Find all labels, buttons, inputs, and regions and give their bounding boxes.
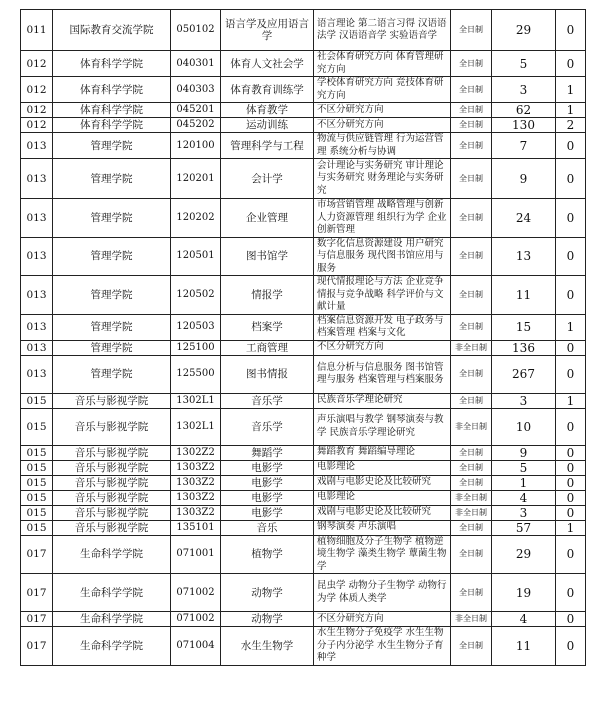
major-name: 电影学 <box>221 460 314 475</box>
research-direction: 不区分研究方向 <box>314 118 451 133</box>
major-name: 会计学 <box>221 159 314 199</box>
major-name: 情报学 <box>221 276 314 315</box>
major-name: 体育教学 <box>221 103 314 118</box>
major-name: 舞蹈学 <box>221 445 314 460</box>
study-mode: 全日制 <box>451 355 492 393</box>
enrollment-count: 5 <box>492 51 556 77</box>
college-code: 015 <box>21 520 53 535</box>
major-name: 水生生物学 <box>221 627 314 666</box>
table-row <box>21 393 586 408</box>
study-mode: 全日制 <box>451 276 492 315</box>
enrollment-count: 136 <box>492 340 556 355</box>
college-name: 音乐与影视学院 <box>53 505 171 520</box>
research-direction: 水生生物分子免疫学 水生生物分子内分泌学 水生生物分子育种学 <box>314 627 451 666</box>
major-code: 1302Z2 <box>171 445 221 460</box>
table-row <box>21 159 586 199</box>
enrollment-count: 267 <box>492 355 556 393</box>
enrollment-count: 10 <box>492 408 556 445</box>
major-code: 1303Z2 <box>171 460 221 475</box>
table-row <box>21 237 586 276</box>
major-code: 125500 <box>171 355 221 393</box>
college-name: 生命科学学院 <box>53 574 171 612</box>
college-code: 017 <box>21 627 53 666</box>
major-name: 电影学 <box>221 490 314 505</box>
exempt-count: 1 <box>556 77 586 103</box>
college-code: 013 <box>21 355 53 393</box>
college-name: 生命科学学院 <box>53 612 171 627</box>
research-direction: 不区分研究方向 <box>314 103 451 118</box>
study-mode: 非全日制 <box>451 340 492 355</box>
exempt-count: 0 <box>556 199 586 238</box>
college-name: 管理学院 <box>53 159 171 199</box>
exempt-count: 0 <box>556 475 586 490</box>
major-code: 071001 <box>171 535 221 574</box>
study-mode: 全日制 <box>451 574 492 612</box>
research-direction: 民族音乐学理论研究 <box>314 393 451 408</box>
major-name: 音乐学 <box>221 408 314 445</box>
college-name: 管理学院 <box>53 355 171 393</box>
study-mode: 全日制 <box>451 460 492 475</box>
major-code: 120503 <box>171 314 221 340</box>
exempt-count: 0 <box>556 355 586 393</box>
research-direction: 学校体育研究方向 竞技体育研究方向 <box>314 77 451 103</box>
major-code: 1303Z2 <box>171 475 221 490</box>
major-code: 135101 <box>171 520 221 535</box>
table-row <box>21 535 586 574</box>
college-name: 管理学院 <box>53 314 171 340</box>
major-code: 071004 <box>171 627 221 666</box>
table-row <box>21 505 586 520</box>
enrollment-count: 1 <box>492 475 556 490</box>
research-direction: 数字化信息资源建设 用户研究与信息服务 现代图书馆应用与服务 <box>314 237 451 276</box>
major-code: 071002 <box>171 612 221 627</box>
research-direction: 社会体育研究方向 体育管理研究方向 <box>314 51 451 77</box>
college-name: 体育科学学院 <box>53 103 171 118</box>
research-direction: 电影理论 <box>314 460 451 475</box>
college-code: 012 <box>21 118 53 133</box>
college-name: 体育科学学院 <box>53 118 171 133</box>
exempt-count: 1 <box>556 314 586 340</box>
college-name: 音乐与影视学院 <box>53 490 171 505</box>
table-row <box>21 10 586 51</box>
exempt-count: 0 <box>556 51 586 77</box>
college-code: 015 <box>21 490 53 505</box>
major-name: 体育教育训练学 <box>221 77 314 103</box>
exempt-count: 0 <box>556 627 586 666</box>
exempt-count: 1 <box>556 520 586 535</box>
research-direction: 不区分研究方向 <box>314 612 451 627</box>
enrollment-count: 19 <box>492 574 556 612</box>
college-name: 体育科学学院 <box>53 77 171 103</box>
exempt-count: 1 <box>556 103 586 118</box>
table-row <box>21 314 586 340</box>
major-name: 动物学 <box>221 574 314 612</box>
table-row <box>21 77 586 103</box>
college-code: 017 <box>21 612 53 627</box>
exempt-count: 2 <box>556 118 586 133</box>
exempt-count: 0 <box>556 460 586 475</box>
exempt-count: 0 <box>556 408 586 445</box>
table-row <box>21 460 586 475</box>
enrollment-count: 9 <box>492 445 556 460</box>
major-code: 050102 <box>171 10 221 51</box>
major-code: 071002 <box>171 574 221 612</box>
enrollment-count: 11 <box>492 276 556 315</box>
enrollment-count: 130 <box>492 118 556 133</box>
study-mode: 全日制 <box>451 51 492 77</box>
major-code: 120201 <box>171 159 221 199</box>
study-mode: 全日制 <box>451 103 492 118</box>
research-direction: 信息分析与信息服务 图书馆管理与服务 档案管理与档案服务 <box>314 355 451 393</box>
study-mode: 全日制 <box>451 393 492 408</box>
study-mode: 非全日制 <box>451 408 492 445</box>
college-code: 015 <box>21 393 53 408</box>
major-name: 电影学 <box>221 505 314 520</box>
college-code: 013 <box>21 276 53 315</box>
college-name: 音乐与影视学院 <box>53 408 171 445</box>
college-name: 音乐与影视学院 <box>53 475 171 490</box>
exempt-count: 0 <box>556 276 586 315</box>
table-row <box>21 355 586 393</box>
enrollment-count: 57 <box>492 520 556 535</box>
study-mode: 全日制 <box>451 118 492 133</box>
table-row <box>21 574 586 612</box>
exempt-count: 0 <box>556 340 586 355</box>
study-mode: 全日制 <box>451 133 492 159</box>
study-mode: 非全日制 <box>451 505 492 520</box>
major-name: 运动训练 <box>221 118 314 133</box>
college-name: 音乐与影视学院 <box>53 445 171 460</box>
enrollment-count: 29 <box>492 535 556 574</box>
table-body <box>21 10 586 666</box>
major-name: 档案学 <box>221 314 314 340</box>
major-name: 图书馆学 <box>221 237 314 276</box>
major-name: 音乐 <box>221 520 314 535</box>
table-row <box>21 340 586 355</box>
major-name: 电影学 <box>221 475 314 490</box>
study-mode: 全日制 <box>451 535 492 574</box>
study-mode: 全日制 <box>451 237 492 276</box>
table-row <box>21 103 586 118</box>
study-mode: 全日制 <box>451 520 492 535</box>
major-code: 045202 <box>171 118 221 133</box>
exempt-count: 0 <box>556 159 586 199</box>
enrollment-count: 13 <box>492 237 556 276</box>
enrollment-count: 3 <box>492 505 556 520</box>
college-code: 012 <box>21 77 53 103</box>
exempt-count: 0 <box>556 133 586 159</box>
major-code: 1302L1 <box>171 408 221 445</box>
research-direction: 昆虫学 动物分子生物学 动物行为学 体质人类学 <box>314 574 451 612</box>
research-direction: 戏剧与电影史论及比较研究 <box>314 475 451 490</box>
study-mode: 全日制 <box>451 199 492 238</box>
research-direction: 钢琴演奏 声乐演唱 <box>314 520 451 535</box>
college-code: 012 <box>21 103 53 118</box>
major-code: 120501 <box>171 237 221 276</box>
table-row <box>21 51 586 77</box>
exempt-count: 0 <box>556 535 586 574</box>
research-direction: 现代情报理论与方法 企业竞争情报与竞争战略 科学评价与文献计量 <box>314 276 451 315</box>
major-name: 工商管理 <box>221 340 314 355</box>
major-name: 管理科学与工程 <box>221 133 314 159</box>
study-mode: 非全日制 <box>451 490 492 505</box>
enrollment-count: 3 <box>492 77 556 103</box>
college-code: 013 <box>21 237 53 276</box>
research-direction: 植物细胞及分子生物学 植物逆境生物学 藻类生物学 蕈菌生物学 <box>314 535 451 574</box>
enrollment-count: 29 <box>492 10 556 51</box>
college-code: 015 <box>21 460 53 475</box>
research-direction: 市场营销管理 战略管理与创新 人力资源管理 组织行为学 企业创新管理 <box>314 199 451 238</box>
table-row <box>21 627 586 666</box>
exempt-count: 0 <box>556 574 586 612</box>
enrollment-count: 4 <box>492 490 556 505</box>
research-direction: 档案信息资源开发 电子政务与档案管理 档案与文化 <box>314 314 451 340</box>
study-mode: 全日制 <box>451 77 492 103</box>
college-code: 012 <box>21 51 53 77</box>
study-mode: 全日制 <box>451 314 492 340</box>
research-direction: 不区分研究方向 <box>314 340 451 355</box>
exempt-count: 0 <box>556 505 586 520</box>
table-row <box>21 118 586 133</box>
college-code: 013 <box>21 314 53 340</box>
table-row <box>21 612 586 627</box>
college-code: 015 <box>21 475 53 490</box>
exempt-count: 0 <box>556 237 586 276</box>
study-mode: 全日制 <box>451 159 492 199</box>
college-name: 音乐与影视学院 <box>53 393 171 408</box>
major-code: 120502 <box>171 276 221 315</box>
table-row <box>21 133 586 159</box>
major-code: 045201 <box>171 103 221 118</box>
major-code: 1303Z2 <box>171 490 221 505</box>
college-name: 管理学院 <box>53 340 171 355</box>
research-direction: 舞蹈教育 舞蹈编导理论 <box>314 445 451 460</box>
college-code: 013 <box>21 199 53 238</box>
major-name: 语言学及应用语言学 <box>221 10 314 51</box>
college-name: 生命科学学院 <box>53 535 171 574</box>
major-name: 音乐学 <box>221 393 314 408</box>
research-direction: 会计理论与实务研究 审计理论与实务研究 财务理论与实务研究 <box>314 159 451 199</box>
table-row <box>21 520 586 535</box>
college-name: 生命科学学院 <box>53 627 171 666</box>
research-direction: 物流与供应链管理 行为运营管理 系统分析与协调 <box>314 133 451 159</box>
major-code: 120100 <box>171 133 221 159</box>
research-direction: 电影理论 <box>314 490 451 505</box>
college-code: 013 <box>21 340 53 355</box>
major-name: 体育人文社会学 <box>221 51 314 77</box>
study-mode: 非全日制 <box>451 612 492 627</box>
enrollment-count: 11 <box>492 627 556 666</box>
enrollment-count: 15 <box>492 314 556 340</box>
table-row <box>21 199 586 238</box>
college-code: 015 <box>21 445 53 460</box>
major-name: 企业管理 <box>221 199 314 238</box>
major-code: 1302L1 <box>171 393 221 408</box>
college-name: 国际教育交流学院 <box>53 10 171 51</box>
study-mode: 全日制 <box>451 445 492 460</box>
college-code: 015 <box>21 505 53 520</box>
study-mode: 全日制 <box>451 10 492 51</box>
enrollment-count: 7 <box>492 133 556 159</box>
exempt-count: 0 <box>556 10 586 51</box>
college-code: 011 <box>21 10 53 51</box>
table-row <box>21 408 586 445</box>
table-row <box>21 475 586 490</box>
enrollment-count: 4 <box>492 612 556 627</box>
college-code: 017 <box>21 574 53 612</box>
major-name: 动物学 <box>221 612 314 627</box>
enrollment-count: 5 <box>492 460 556 475</box>
college-name: 体育科学学院 <box>53 51 171 77</box>
college-code: 017 <box>21 535 53 574</box>
exempt-count: 1 <box>556 393 586 408</box>
college-code: 015 <box>21 408 53 445</box>
college-name: 音乐与影视学院 <box>53 520 171 535</box>
enrollment-count: 24 <box>492 199 556 238</box>
major-code: 120202 <box>171 199 221 238</box>
enrollment-count: 62 <box>492 103 556 118</box>
college-code: 013 <box>21 159 53 199</box>
research-direction: 声乐演唱与教学 钢琴演奏与教学 民族音乐学理论研究 <box>314 408 451 445</box>
admissions-table <box>20 9 586 666</box>
table-row <box>21 276 586 315</box>
college-code: 013 <box>21 133 53 159</box>
college-name: 管理学院 <box>53 199 171 238</box>
major-name: 图书情报 <box>221 355 314 393</box>
college-name: 管理学院 <box>53 237 171 276</box>
table-row <box>21 445 586 460</box>
college-name: 管理学院 <box>53 276 171 315</box>
college-name: 管理学院 <box>53 133 171 159</box>
exempt-count: 0 <box>556 490 586 505</box>
major-code: 040301 <box>171 51 221 77</box>
study-mode: 全日制 <box>451 475 492 490</box>
major-name: 植物学 <box>221 535 314 574</box>
major-code: 040303 <box>171 77 221 103</box>
exempt-count: 0 <box>556 445 586 460</box>
enrollment-count: 3 <box>492 393 556 408</box>
research-direction: 戏剧与电影史论及比较研究 <box>314 505 451 520</box>
exempt-count: 0 <box>556 612 586 627</box>
enrollment-count: 9 <box>492 159 556 199</box>
table-row <box>21 490 586 505</box>
major-code: 125100 <box>171 340 221 355</box>
major-code: 1303Z2 <box>171 505 221 520</box>
study-mode: 全日制 <box>451 627 492 666</box>
research-direction: 语言理论 第二语言习得 汉语语法学 汉语语音学 实验语音学 <box>314 10 451 51</box>
college-name: 音乐与影视学院 <box>53 460 171 475</box>
